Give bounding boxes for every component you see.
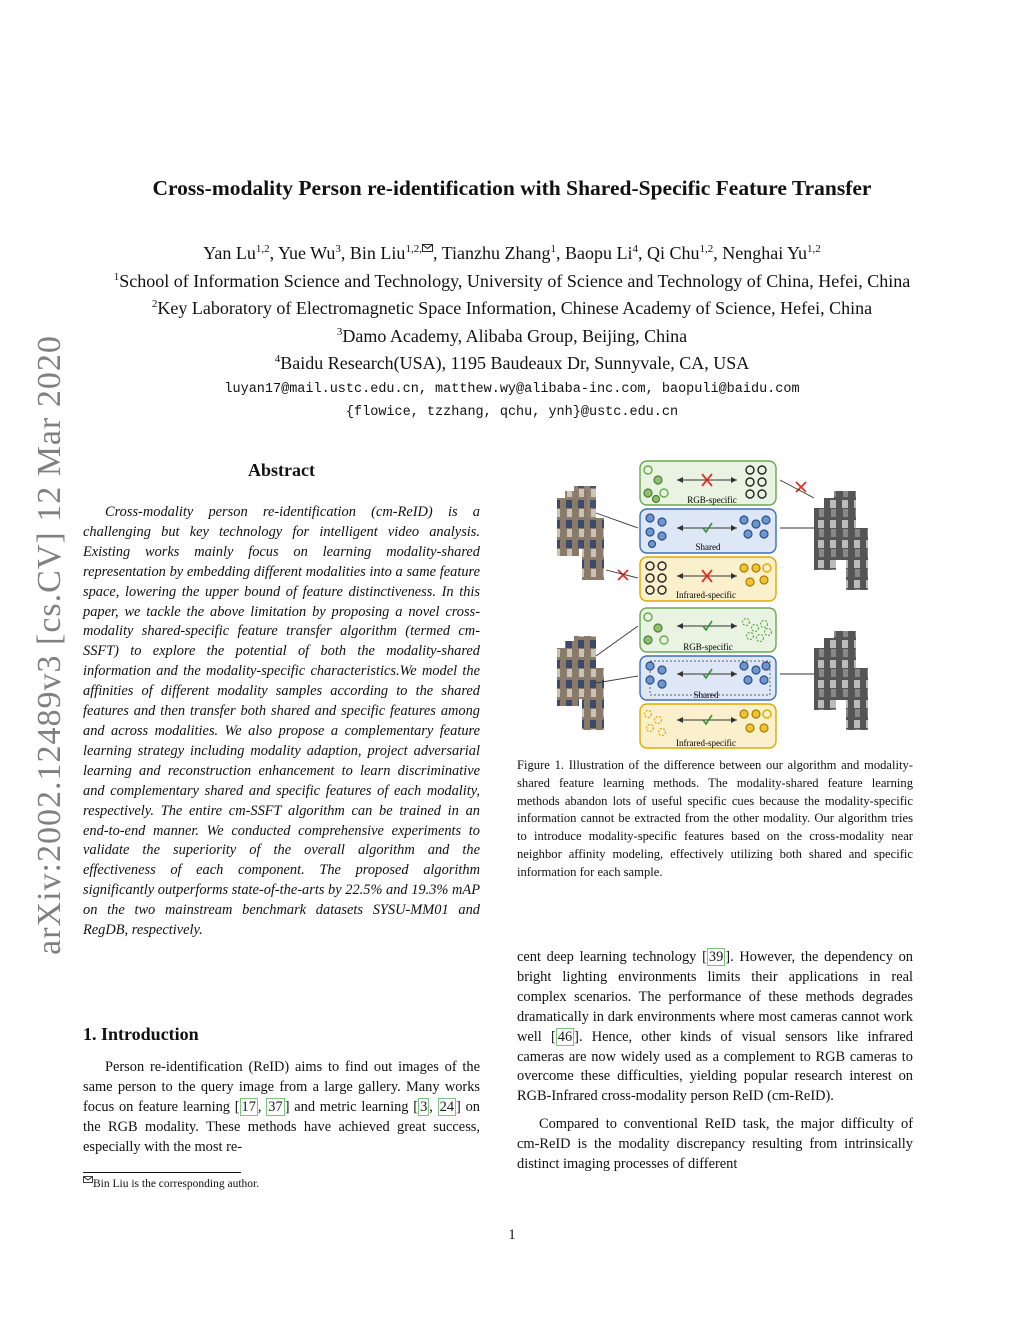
abstract-text: Cross-modality person re-identification (cm-ReID) is a challenging but key technology for intelligent video analysis. Existing works mainly focus on learning modality-shared representation by embedding different modalities into a same feature space, lowering the upper bound of feature distinctiveness. In this paper, we tackle the above limitation by proposing a novel cross-modality shared-specific feature transfer algorithm (termed cm-SSFT) to explore the potential of both the modality-shared information and the modality-specific characteristics.We model the affinities of different modality samples according to the shared features and then transfer both shared and specific features among and across modalities. We also propose a complementary feature learning strategy including modality adaption, project adversarial learning and reconstruction enhancement to learn discriminative and complementary shared and specific features of each modality, respectively. The entire cm-SSFT algorithm can be trained in an end-to-end manner. We conducted comprehensive experiments to validate the superiority of the overall algorithm and the effectiveness of each component. The proposed algorithm significantly outperforms state-of-the-arts by 22.5% and 19.3% mAP on the two mainstream benchmark datasets SYSU-MM01 and RegDB, respectively. [83, 504, 480, 939]
author-sup [405, 243, 433, 255]
panel-label: Infrared-specific [676, 590, 736, 600]
affiliation-sup: 2 [151, 298, 158, 310]
affiliation-2 [0, 293, 1024, 321]
author-sup: 3 [335, 243, 341, 255]
body-text: cent deep learning technology [517, 949, 703, 965]
panel-label: Shared [693, 690, 719, 700]
panel-infrared-specific-bottom [640, 704, 776, 748]
author-sup-text: 1,2, [405, 243, 422, 255]
paragraph: Compared to conventional ReID task, the major difficulty of cm-ReID is the modality discrepancy resulting from intrinsically distinct imaging processes of different [517, 1116, 913, 1173]
affiliation-3 [0, 321, 1024, 349]
body-text: . Hence, other kinds of visual sensors like infrared cameras are now widely used as a complement to RGB cameras to overcome these difficulties, yielding popular research interest on RGB-Infrared cross-modality person ReID (cm-ReID). [517, 1028, 913, 1105]
email-line-1: luyan17@mail.ustc.edu.cn, matthew.wy@alibaba-inc.com, baopuli@baidu.com [224, 381, 800, 397]
rgb-image-stack-top [557, 486, 604, 580]
intro-heading: 1. Introduction [83, 1024, 199, 1044]
author-name: Bin Liu [349, 243, 406, 263]
panel-label: RGB-specific [687, 495, 737, 505]
ir-image-stack-bottom [814, 631, 868, 730]
intro-text: and metric learning [289, 1098, 414, 1115]
email-line-2: {flowice, tzzhang, qchu, ynh}@ustc.edu.cn [345, 404, 679, 420]
affiliation-text: Key Laboratory of Electromagnetic Space Information, Chinese Academy of Science, Hefei, China [157, 298, 873, 318]
author-name: Yan Lu [203, 243, 256, 263]
intro-text: Person re-identification (ReID) aims to find out images of the same person to the query image from a large gallery. Many works focus on feature learning [83, 1059, 480, 1115]
author-name: Baopu Li [564, 243, 633, 263]
panel-label: Shared [695, 542, 721, 552]
panel-infrared-specific-top [640, 557, 776, 601]
affiliation-1 [0, 266, 1024, 294]
footnote-text: Bin Liu is the corresponding author. [93, 1178, 260, 1190]
author-name: Tianzhu Zhang [441, 243, 551, 263]
envelope-icon [422, 244, 433, 252]
paper-title: Cross-modality Person re-identification with Shared-Specific Feature Transfer [152, 176, 872, 200]
author-sup: 1 [550, 243, 556, 255]
author-name: Yue Wu [277, 243, 336, 263]
body-text: . However, the dependency on bright lighting environments limits their applications in real complex scenarios. The performance of these methods degrades dramatically in dark environments where most cameras cannot work well [517, 949, 913, 1045]
envelope-icon [83, 1176, 93, 1183]
page-number: 1 [508, 1227, 516, 1243]
panel-shared-top [640, 509, 776, 553]
affiliation-sup: 4 [274, 353, 281, 365]
cross-icon [796, 482, 806, 492]
author-block [0, 238, 1024, 424]
author-line: Yan Lu$^{1,2}$, Yue Wu$^3$, Bin Liu$^{1,2,}$ , Tianzhu Zhang$^1$, Baopu Li$^4$, Qi Chu$^{1,2}$, Nenghai Yu$^{1,2}$ [203, 243, 821, 263]
author-sup: 1,2 [807, 243, 821, 255]
affiliation-text: Damo Academy, Alibaba Group, Beijing, China [342, 325, 688, 346]
author-name: Nenghai Yu [722, 243, 808, 263]
affiliation-text: School of Information Science and Technology, University of Science and Technology of China, Hefei, China [119, 270, 911, 291]
footnote [83, 1176, 259, 1190]
figure-1 [552, 458, 912, 750]
arxiv-stamp-text: arXiv:2002.12489v3 [cs.CV] 12 Mar 2020 [31, 335, 68, 955]
citation-link[interactable]: 17 [241, 1098, 256, 1115]
panel-label: Infrared-specific [676, 738, 736, 748]
figure-caption: Figure 1. Illustration of the difference between our algorithm and modality-shared feature learning methods. The modality-shared feature learning methods abandon lots of useful specific cues because the modality-specific information cannot be extracted from the other modality. Our algorithm tries to introduce modality-specific features based on the cross-modality near neighbor affinity modeling, effectively utilizing both shared and specific information for each sample. [517, 758, 913, 879]
ir-image-stack-top [814, 491, 868, 590]
intro-text: on the RGB modality. These methods have achieved great success, especially with the most re- [83, 1098, 480, 1155]
author-sup: 1,2 [699, 243, 714, 255]
affiliation-4 [0, 348, 1024, 376]
author-sup: 1,2 [255, 243, 270, 255]
right-column-text [517, 948, 913, 1175]
arxiv-stamp [20, 335, 80, 955]
paragraph: cent deep learning technology [ 39 ]. However, the dependency on bright lighting environments limits their applications in real complex scenarios. The performance of these methods degrades dramatically in dark environments where most cameras cannot work well [ 46 ]. Hence, other kinds of visual sensors like infrared cameras are now widely used as a complement to RGB cameras to overcome these difficulties, yielding popular research interest on RGB-Infrared cross-modality person ReID (cm-ReID). [517, 949, 913, 1105]
panel-label: RGB-specific [683, 642, 733, 652]
abstract-heading: Abstract [248, 460, 315, 480]
intro-body [83, 1058, 480, 1158]
citation-link[interactable]: 24 [439, 1098, 455, 1115]
citation-link[interactable]: 37 [268, 1098, 283, 1115]
figure-1-diagram [552, 458, 912, 750]
panel-rgb-specific-top [640, 461, 776, 505]
author-sup: 4 [632, 243, 638, 255]
panel-shared-bottom [640, 656, 776, 700]
citation-link[interactable]: 3 [420, 1098, 428, 1115]
affiliation-text: Baidu Research(USA), 1195 Baudeaux Dr, Sunnyvale, CA, USA [280, 353, 750, 373]
author-name: Qi Chu [646, 243, 700, 263]
abstract-body [83, 503, 480, 941]
intro-paragraph: Person re-identification (ReID) aims to find out images of the same person to the query image from a large gallery. Many works focus on feature learning [ 17 , 37 ] and metric learning [ 3 , 24 ] on the RGB modality. These methods have achieved great success, especially with the most re- [83, 1059, 480, 1155]
panel-rgb-specific-bottom [640, 608, 776, 652]
citation-link[interactable]: 39 [708, 949, 724, 965]
affiliation-sup: 3 [336, 325, 343, 338]
affiliation-sup: 1 [113, 270, 120, 283]
citation-link[interactable]: 46 [557, 1028, 573, 1045]
footnote-rule [83, 1172, 241, 1173]
